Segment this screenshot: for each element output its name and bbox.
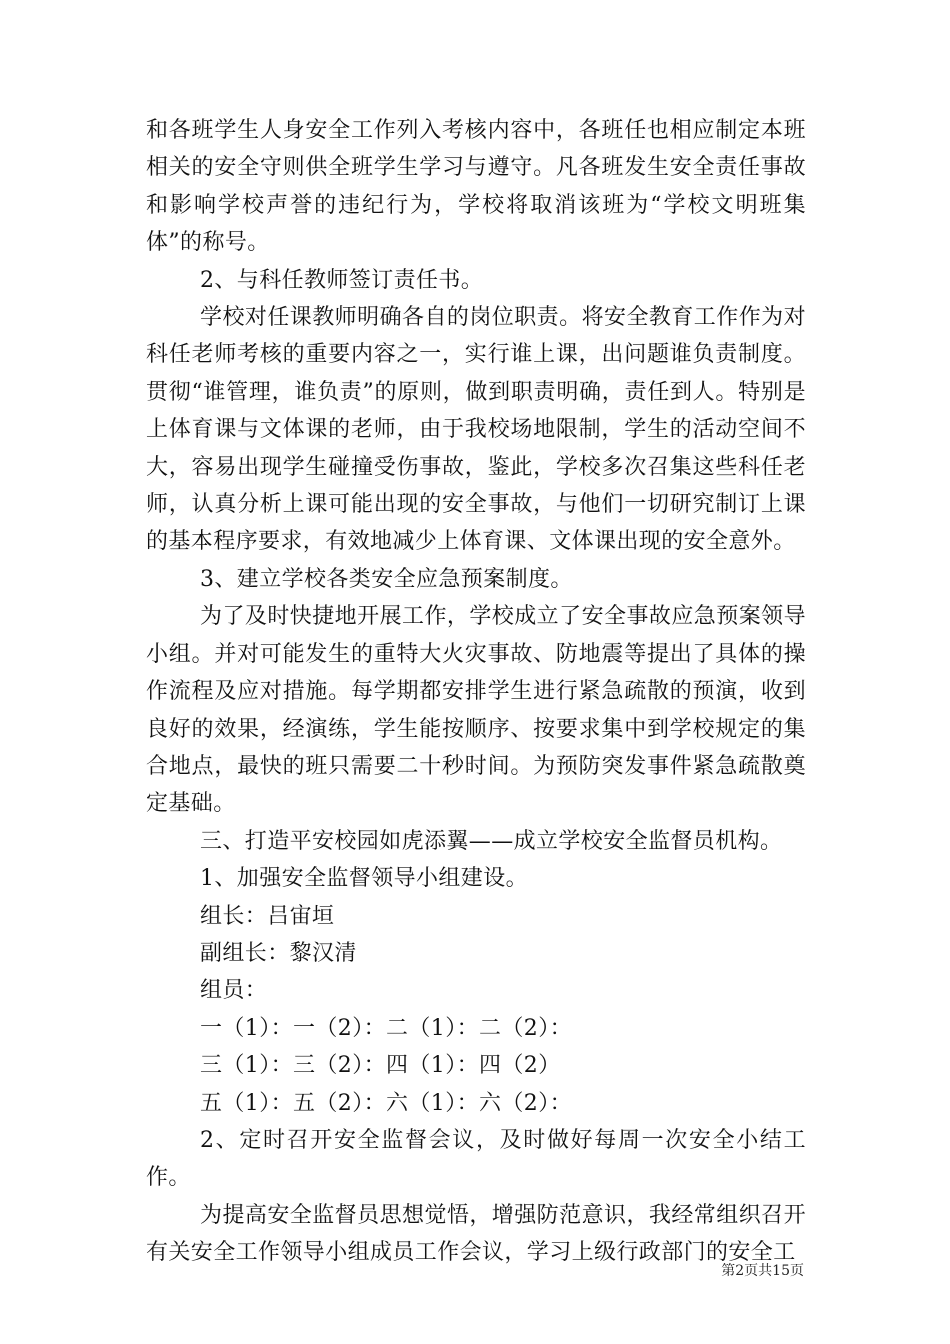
- paragraph: 一（1）：一（2）：二（1）：二（2）：: [200, 1015, 572, 1041]
- paragraph: 三、打造平安校园如虎添翼——成立学校安全监督员机构。: [200, 828, 783, 854]
- paragraph: 2、与科任教师签订责任书。: [200, 267, 484, 293]
- paragraph: 3、建立学校各类安全应急预案制度。: [200, 566, 573, 592]
- page-number-footer: 第2页共15页: [721, 1263, 804, 1279]
- paragraph: 五（1）：五（2）：六（1）：六（2）：: [200, 1090, 572, 1116]
- paragraph: 和各班学生人身安全工作列入考核内容中，各班任也相应制定本班相关的安全守则供全班学生学习与遵守。凡各班发生安全责任事故和影响学校声誉的违纪行为，学校将取消该班为“学校文明班集体”的称号。: [146, 118, 806, 256]
- paragraph: 为提高安全监督员思想觉悟，增强防范意识，我经常组织召开有关安全工作领导小组成员工作会议，学习上级行政部门的安全工: [146, 1202, 806, 1266]
- paragraph: 组长：吕宙垣: [200, 903, 335, 929]
- paragraph: 副组长：黎汉清: [200, 940, 357, 966]
- document-body: [146, 112, 806, 1272]
- paragraph: 三（1）：三（2）：四（1）：四（2）: [200, 1053, 561, 1079]
- paragraph: 学校对任课教师明确各自的岗位职责。将安全教育工作作为对科任老师考核的重要内容之一，实行谁上课，出问题谁负责制度。贯彻“谁管理，谁负责”的原则，做到职责明确，责任到人。特别是上体育课与文体课的老师，由于我校场地限制，学生的活动空间不大，容易出现学生碰撞受伤事故，鉴此，学校多次召集这些科任老师，认真分析上课可能出现的安全事故，与他们一切研究制订上课的基本程序要求，有效地减少上体育课、文体课出现的安全意外。: [146, 305, 806, 555]
- paragraph: 组员：: [200, 978, 268, 1004]
- paragraph: 为了及时快捷地开展工作，学校成立了安全事故应急预案领导小组。并对可能发生的重特大火灾事故、防地震等提出了具体的操作流程及应对措施。每学期都安排学生进行紧急疏散的预演，收到良好的效果，经演练，学生能按顺序、按要求集中到学校规定的集合地点，最快的班只需要二十秒时间。为预防突发事件紧急疏散奠定基础。: [146, 604, 806, 817]
- paragraph: 1、加强安全监督领导小组建设。: [200, 866, 528, 892]
- paragraph: 2、定时召开安全监督会议，及时做好每周一次安全小结工作。: [146, 1127, 806, 1191]
